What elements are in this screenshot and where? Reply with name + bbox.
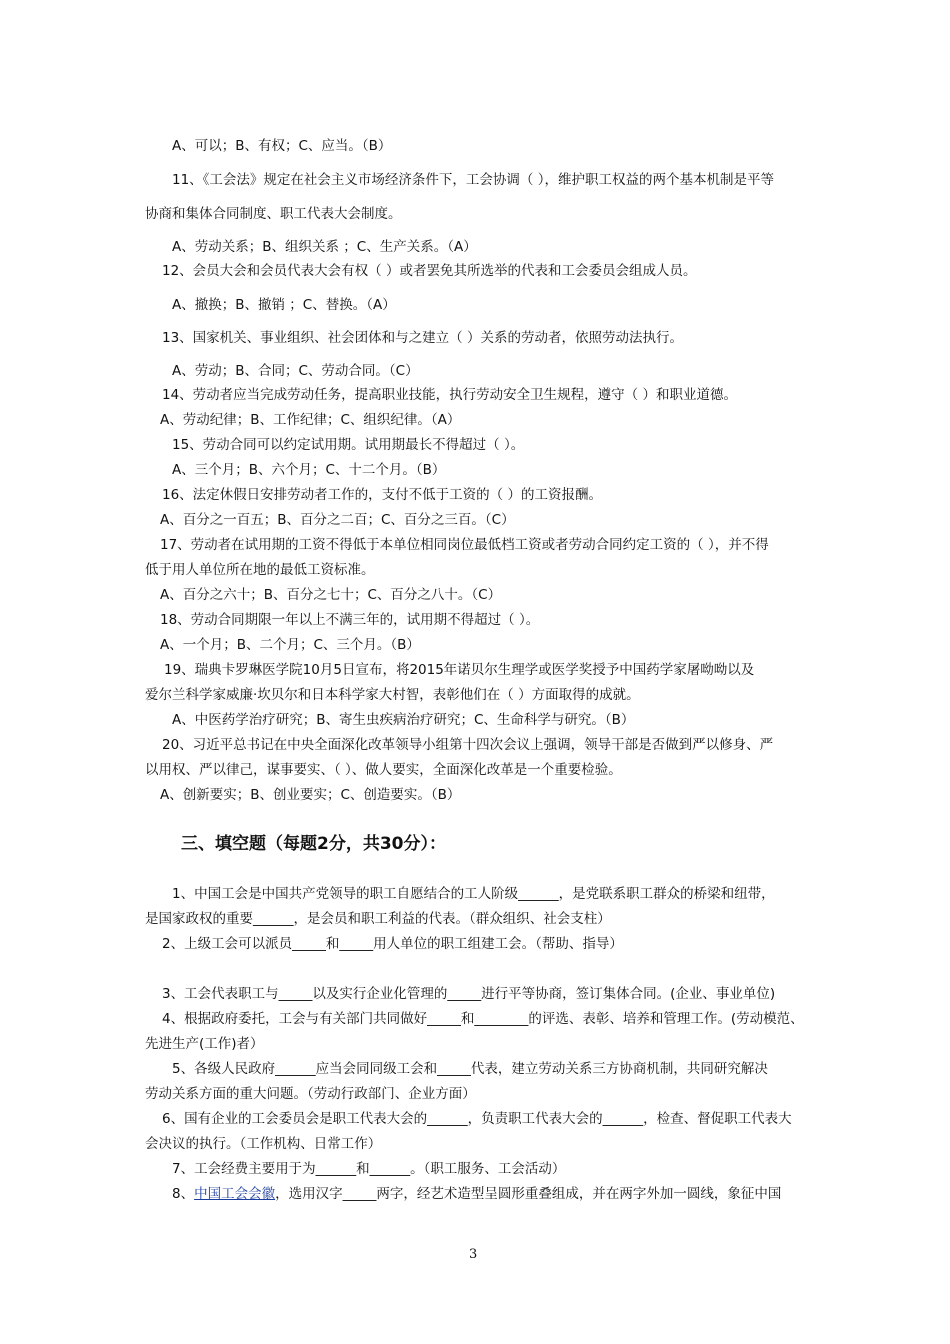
q19-options: A、中医药学治疗研究；B、寄生虫疾病治疗研究；C、生命科学与研究。（B）	[172, 712, 635, 728]
f7: 7、工会经费主要用于为______和______。（职工服务、工会活动）	[172, 1161, 566, 1177]
q11-options: A、劳动关系；B、组织关系 ；C、生产关系。（A）	[172, 239, 477, 255]
q12-options: A、撤换；B、撤销 ；C、替换。（A）	[172, 297, 396, 313]
f5-line1: 5、各级人民政府______应当会同同级工会和_____代表，建立劳动关系三方协商机制，共同研究解决	[172, 1061, 768, 1077]
q14-options: A、劳动纪律；B、工作纪律；C、组织纪律。（A）	[160, 412, 461, 428]
f5-line2: 劳动关系方面的重大问题。（劳动行政部门、企业方面）	[145, 1086, 476, 1102]
q17-line2: 低于用人单位所在地的最低工资标准。	[145, 562, 375, 578]
q18-options: A、一个月；B、二个月；C、三个月。（B）	[160, 637, 420, 653]
q13-options: A、劳动；B、合同；C、劳动合同。（C）	[172, 363, 419, 379]
f1-line2: 是国家政权的重要______，是会员和职工利益的代表。（群众组织、社会支柱）	[145, 911, 611, 927]
f1-line1: 1、中国工会是中国共产党领导的职工自愿结合的工人阶级______，是党联系职工群众的桥梁和纽带，	[172, 886, 775, 902]
q11-line1: 11、《工会法》规定在社会主义市场经济条件下，工会协调（ ），维护职工权益的两个基本机制是平等	[172, 172, 774, 188]
q20-line1: 20、习近平总书记在中央全面深化改革领导小组第十四次会议上强调，领导干部是否做到严以修身、严	[162, 737, 774, 753]
f4-line2: 先进生产(工作)者）	[145, 1036, 264, 1052]
page-number: 3	[469, 1247, 478, 1262]
q16-options: A、百分之一百五；B、百分之二百；C、百分之三百。（C）	[160, 512, 515, 528]
q19-line1: 19、瑞典卡罗琳医学院10月5日宣布，将2015年诺贝尔生理学或医学奖授予中国药学家屠呦呦以及	[164, 662, 755, 678]
q11-line2: 协商和集体合同制度、职工代表大会制度。	[145, 206, 402, 222]
q10-options: A、可以；B、有权；C、应当。（B）	[172, 138, 392, 154]
q13: 13、国家机关、事业组织、社会团体和与之建立（ ）关系的劳动者，依照劳动法执行。	[162, 330, 683, 346]
f8-prefix: 8、	[172, 1186, 195, 1202]
q18: 18、劳动合同期限一年以上不满三年的，试用期不得超过（ ）。	[160, 612, 540, 628]
q15-options: A、三个月；B、六个月；C、十二个月。（B）	[172, 462, 446, 478]
f6-line1: 6、国有企业的工会委员会是职工代表大会的______，负责职工代表大会的______，检查、督促职工代表大	[162, 1111, 792, 1127]
f2: 2、上级工会可以派员_____和_____用人单位的职工组建工会。（帮助、指导）	[162, 936, 623, 952]
q20-line2: 以用权、严以律己，谋事要实、（ ）、做人要实，全面深化改革是一个重要检验。	[145, 762, 622, 778]
f8-suffix: ，选用汉字_____两字，经艺术造型呈圆形重叠组成，并在两字外加一圆线，象征中国	[275, 1186, 782, 1202]
q17-line1: 17、劳动者在试用期的工资不得低于本单位相同岗位最低档工资或者劳动合同约定工资的（ ），并不得	[160, 537, 769, 553]
section-heading-fill-in: 三、填空题（每题2分，共30分）：	[181, 834, 446, 854]
q14: 14、劳动者应当完成劳动任务，提高职业技能，执行劳动安全卫生规程，遵守（ ）和职业道德。	[162, 387, 737, 403]
f8-line1	[172, 1185, 781, 1203]
f6-line2: 会决议的执行。（工作机构、日常工作）	[145, 1136, 382, 1152]
q12: 12、会员大会和会员代表大会有权（ ）或者罢免其所选举的代表和工会委员会组成人员。	[162, 263, 697, 279]
q17-options: A、百分之六十；B、百分之七十；C、百分之八十。（C）	[160, 587, 502, 603]
f3: 3、工会代表职工与_____以及实行企业化管理的_____进行平等协商，签订集体合同。(企业、事业单位)	[162, 986, 776, 1002]
q16: 16、法定休假日安排劳动者工作的，支付不低于工资的（ ）的工资报酬。	[162, 487, 602, 503]
f4-line1: 4、根据政府委托，工会与有关部门共同做好_____和________的评选、表彰、培养和管理工作。(劳动模范、	[162, 1011, 804, 1027]
q19-line2: 爱尔兰科学家威廉·坎贝尔和日本科学家大村智，表彰他们在（ ）方面取得的成就。	[145, 687, 640, 703]
q20-options: A、创新要实；B、创业要实；C、创造要实。（B）	[160, 787, 461, 803]
q15: 15、劳动合同可以约定试用期。试用期最长不得超过（ ）。	[172, 437, 525, 453]
union-emblem-link[interactable]: 中国工会会徽	[194, 1186, 276, 1202]
